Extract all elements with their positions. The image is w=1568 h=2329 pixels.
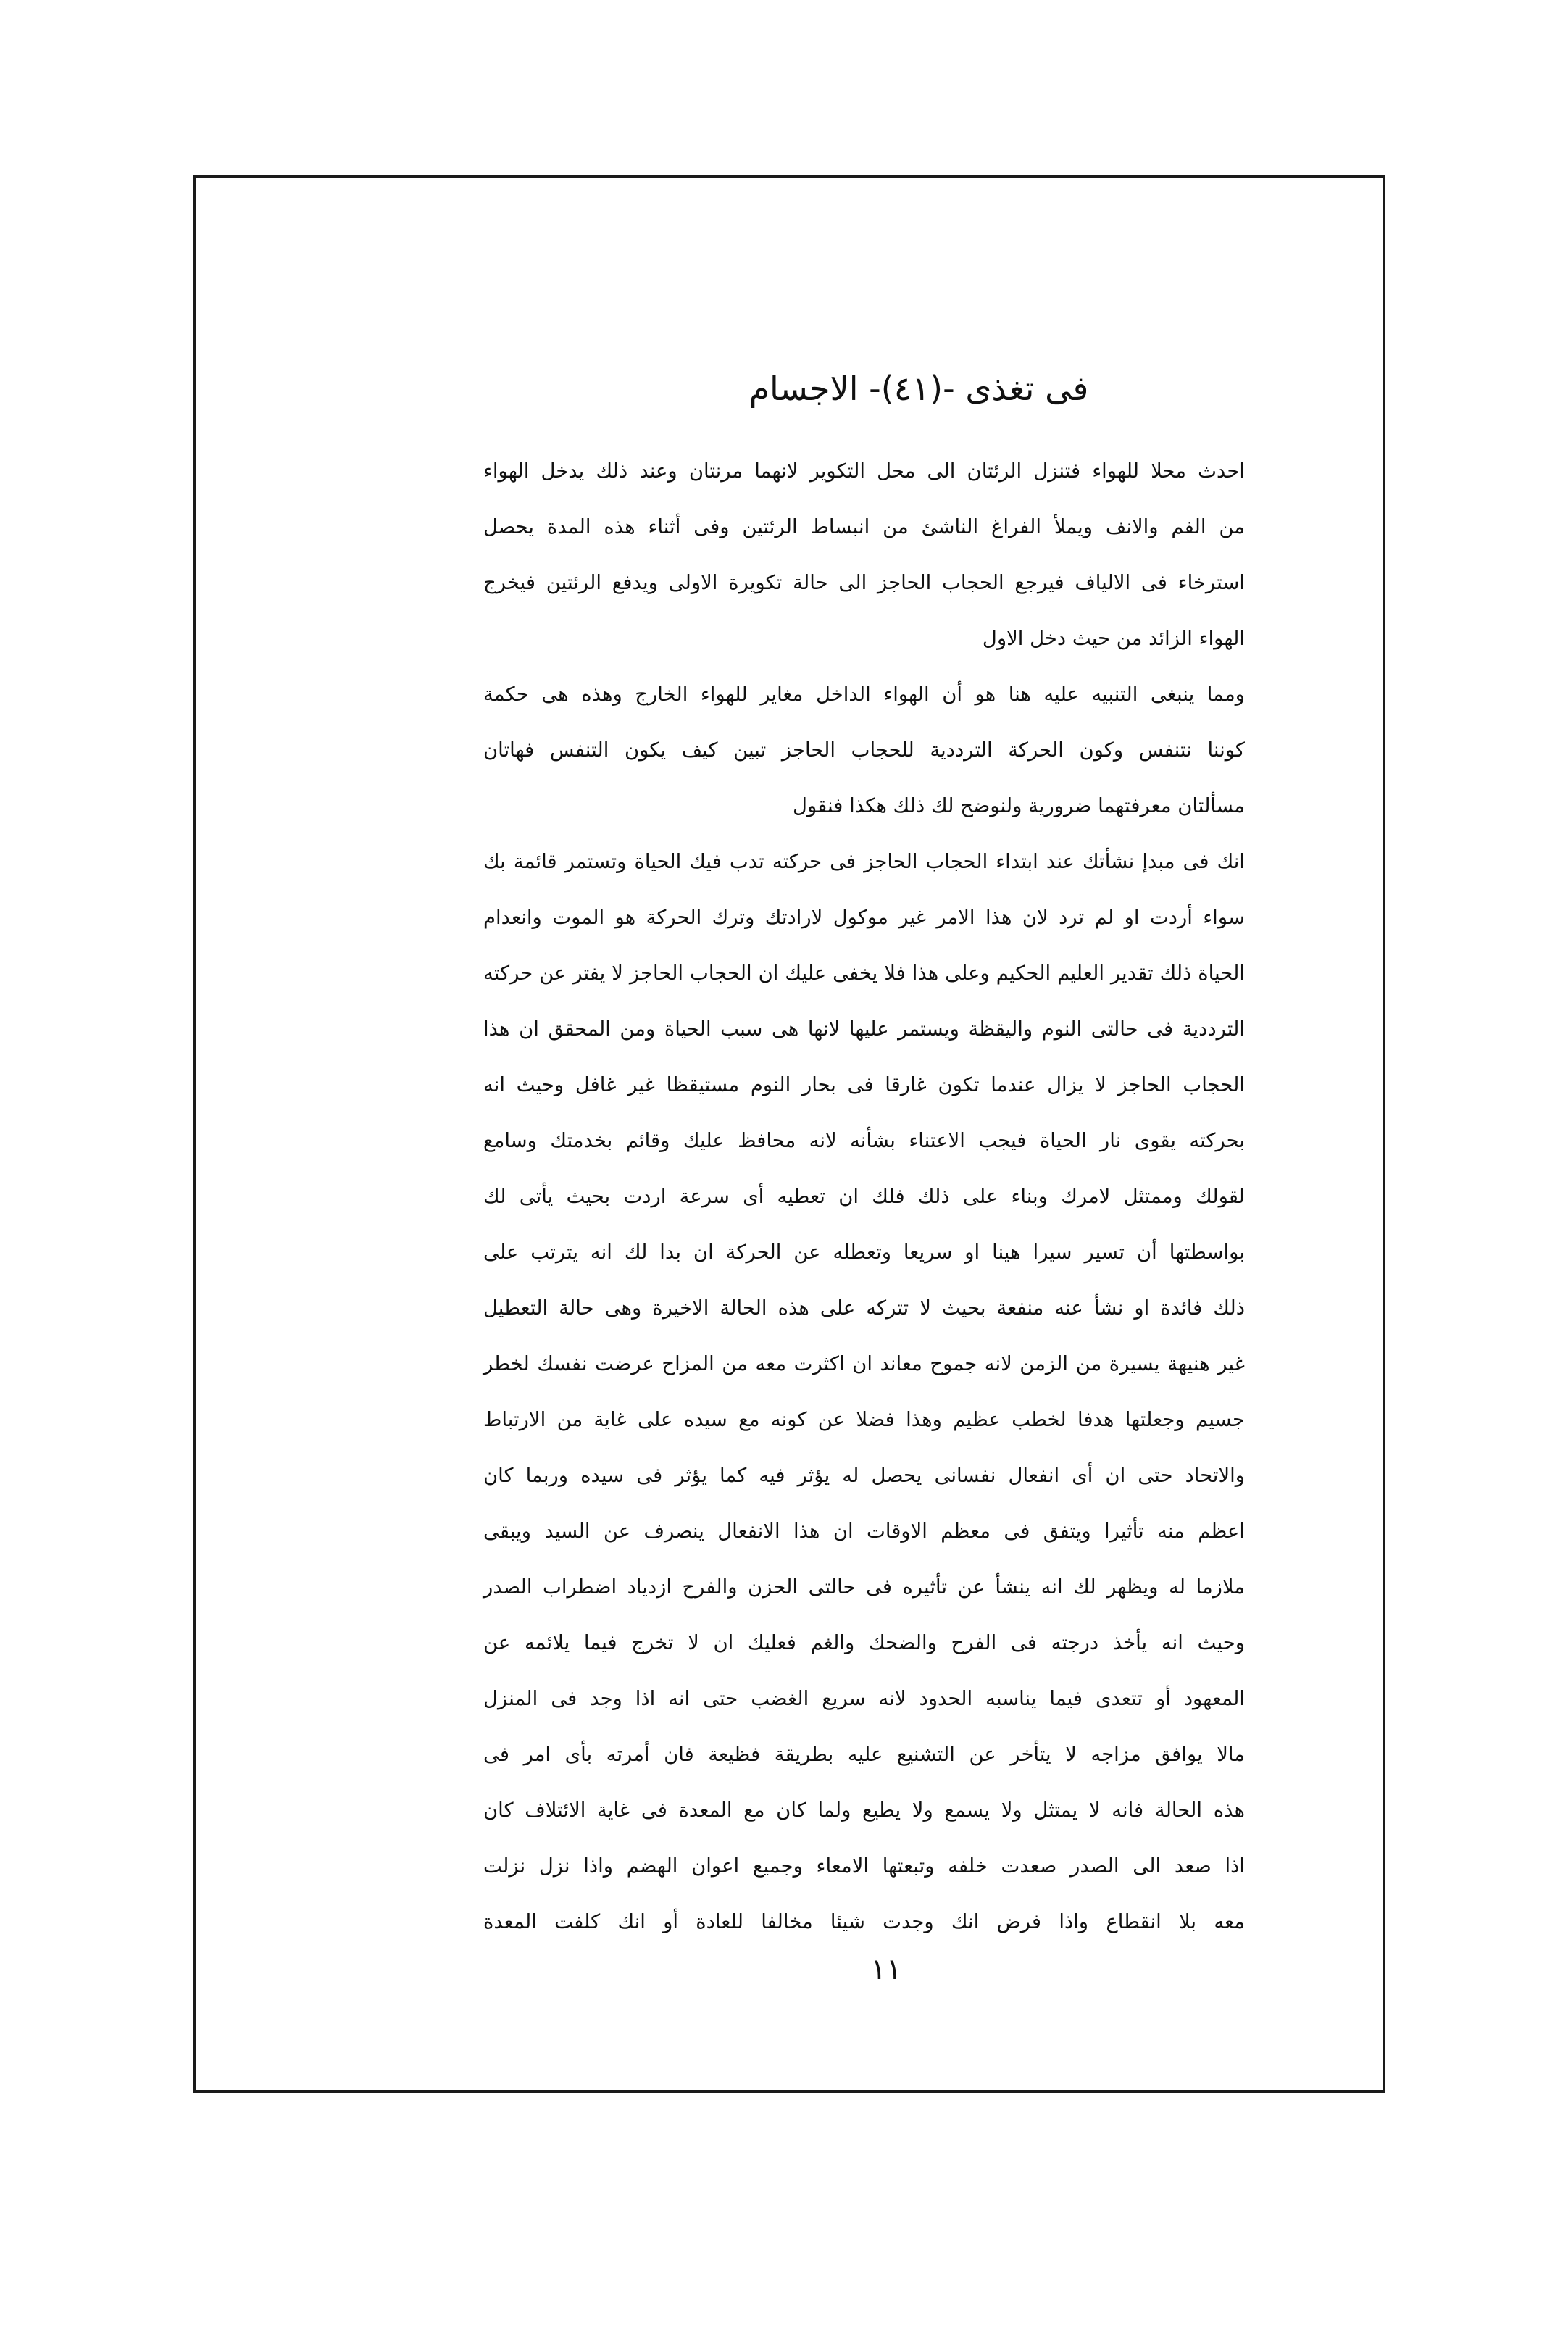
text-line: بواسطتها أن تسير سيرا هينا او سريعا وتعطله عن الحركة ان بدا لك انه يترتب على bbox=[483, 1241, 1245, 1264]
text-line: الهواء الزائد من حيث دخل الاول bbox=[982, 628, 1245, 650]
text-line: والاتحاد حتى ان أى انفعال نفسانى يحصل له يؤثر فيه كما يؤثر فى سيده وربما كان bbox=[483, 1465, 1245, 1487]
text-line: الحياة ذلك تقدير العليم الحكيم وعلى هذا فلا يخفى عليك ان الحجاب الحاجز لا يفتر عن حركته bbox=[483, 962, 1245, 985]
text-line: مسألتان معرفتهما ضرورية ولنوضح لك ذلك هكذا فنقول bbox=[793, 795, 1245, 817]
text-line: بحركته يقوى نار الحياة فيجب الاعتناء بشأنه لانه محافظ عليك وقائم بخدمتك وسامع bbox=[483, 1130, 1245, 1152]
text-line: غير هنيهة يسيرة من الزمن لانه جموح معاند ان اكثرت معه من المزاح عرضت نفسك لخطر bbox=[483, 1353, 1245, 1375]
text-line: استرخاء فى الالياف فيرجع الحجاب الحاجز الى حالة تكويرة الاولى ويدفع الرئتين فيخرج bbox=[483, 572, 1245, 594]
text-line: ذلك فائدة او نشأ عنه منفعة بحيث لا تتركه على هذه الحالة الاخيرة وهى حالة التعطيل bbox=[483, 1297, 1245, 1320]
text-line: من الفم والانف ويملأ الفراغ الناشئ من انبساط الرئتين وفى أثناء هذه المدة يحصل bbox=[483, 516, 1245, 538]
text-line: المعهود أو تتعدى فيما يناسبه الحدود لانه سريع الغضب حتى انه اذا وجد فى المنزل bbox=[483, 1688, 1245, 1710]
text-line: الحجاب الحاجز لا يزال عندما تكون غارقا فى بحار النوم مستيقظا غير غافل وحيث انه bbox=[483, 1074, 1245, 1096]
text-line: هذه الحالة فانه لا يمتثل ولا يسمع ولا يطيع ولما كان مع المعدة فى غاية الائتلاف كان bbox=[483, 1799, 1245, 1822]
text-line: مالا يوافق مزاجه لا يتأخر عن التشنيع عليه بطريقة فظيعة فان أمرته بأى امر فى bbox=[483, 1743, 1245, 1766]
text-line: احدث محلا للهواء فتنزل الرئتان الى محل التكوير لانهما مرنتان وعند ذلك يدخل الهواء bbox=[483, 460, 1245, 483]
text-line: معه بلا انقطاع واذا فرض انك وجدت شيئا مخالفا للعادة أو انك كلفت المعدة bbox=[483, 1911, 1245, 1933]
page-number: ١١ bbox=[870, 1953, 902, 1986]
text-line: اذا صعد الى الصدر صعدت خلفه وتبعتها الامعاء وجميع اعوان الهضم واذا نزل نزلت bbox=[483, 1855, 1245, 1878]
text-line: ملازما له ويظهر لك انه ينشأ عن تأثيره فى حالتى الحزن والفرح ازدياد اضطراب الصدر bbox=[483, 1576, 1245, 1599]
text-line: الترددية فى حالتى النوم واليقظة ويستمر عليها لانها هى سبب الحياة ومن المحقق ان هذا bbox=[483, 1018, 1245, 1041]
text-line: وحيث انه يأخذ درجته فى الفرح والضحك والغم فعليك ان لا تخرج فيما يلائمه عن bbox=[483, 1632, 1245, 1654]
text-line: ومما ينبغى التنبيه عليه هنا هو أن الهواء الداخل مغاير للهواء الخارج وهذه هى حكمة bbox=[483, 683, 1245, 706]
text-line: سواء أردت او لم ترد لان هذا الامر غير موكول لارادتك وترك الحركة هو الموت وانعدام bbox=[483, 907, 1245, 929]
text-line: اعظم منه تأثيرا ويتفق فى معظم الاوقات ان هذا الانفعال ينصرف عن السيد ويبقى bbox=[483, 1520, 1245, 1543]
text-line: جسيم وجعلتها هدفا لخطب عظيم وهذا فضلا عن كونه مع سيده على غاية من الارتباط bbox=[483, 1409, 1245, 1431]
text-line: لقولك وممتثل لامرك وبناء على ذلك فلك ان تعطيه أى سرعة اردت بحيث يأتى لك bbox=[483, 1186, 1245, 1208]
text-line: كوننا نتنفس وكون الحركة الترددية للحجاب الحاجز تبين كيف يكون التنفس فهاتان bbox=[483, 739, 1245, 762]
text-line: انك فى مبدإ نشأتك عند ابتداء الحجاب الحاجز فى حركته تدب فيك الحياة وتستمر قائمة بك bbox=[483, 851, 1245, 873]
page-header: فى تغذى -(٤١)- الاجسام bbox=[748, 369, 1089, 408]
page-body bbox=[481, 443, 1245, 1950]
